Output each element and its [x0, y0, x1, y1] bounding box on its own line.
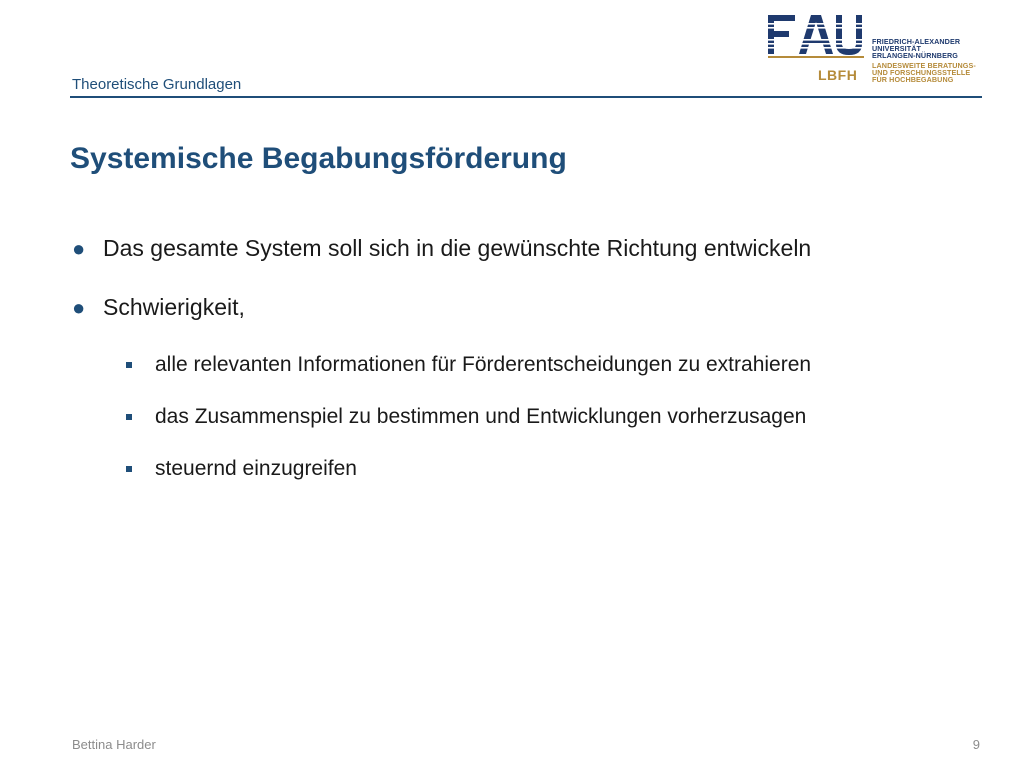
logo-abbrev: LBFH — [818, 67, 858, 83]
square-bullet-icon — [126, 362, 132, 368]
sub-bullet-text: alle relevanten Informationen für Förderentscheidungen zu extrahieren — [155, 353, 812, 376]
bullet-item — [70, 292, 990, 323]
fau-logo-mark — [768, 14, 864, 58]
header-divider — [70, 96, 982, 98]
sub-bullet-text: das Zusammenspiel zu bestimmen und Entwicklungen vorherzusagen — [155, 405, 807, 428]
square-bullet-icon — [126, 466, 132, 472]
sub-bullet-text: steuernd einzugreifen — [155, 457, 357, 480]
section-label: Theoretische Grundlagen — [72, 76, 242, 93]
sub-bullet-item — [122, 403, 1024, 431]
bullet-text: Schwierigkeit, — [103, 294, 245, 320]
fau-lbfh-logo — [768, 14, 982, 90]
page-number: 9 — [972, 737, 980, 752]
sub-bullet-list — [122, 351, 1024, 483]
logo-lbfh-text: LANDESWEITE BERATUNGS- UND FORSCHUNGSSTELLE FÜR HOCHBEGABUNG — [872, 61, 976, 85]
bullet-text: Das gesamte System soll sich in die gewünschte Richtung entwickeln — [103, 235, 812, 261]
logo-university-text: FRIEDRICH-ALEXANDER UNIVERSITÄT ERLANGEN-NÜRNBERG — [872, 37, 961, 61]
bullet-item — [70, 233, 990, 264]
slide-title: Systemische Begabungsförderung — [70, 142, 567, 175]
sub-bullet-item — [122, 351, 1024, 379]
bullet-dot-icon: ● — [72, 236, 86, 261]
bullet-list — [70, 233, 990, 507]
footer-author: Bettina Harder — [72, 737, 156, 752]
sub-bullet-item — [122, 455, 1024, 483]
bullet-dot-icon: ● — [72, 295, 86, 320]
square-bullet-icon — [126, 414, 132, 420]
